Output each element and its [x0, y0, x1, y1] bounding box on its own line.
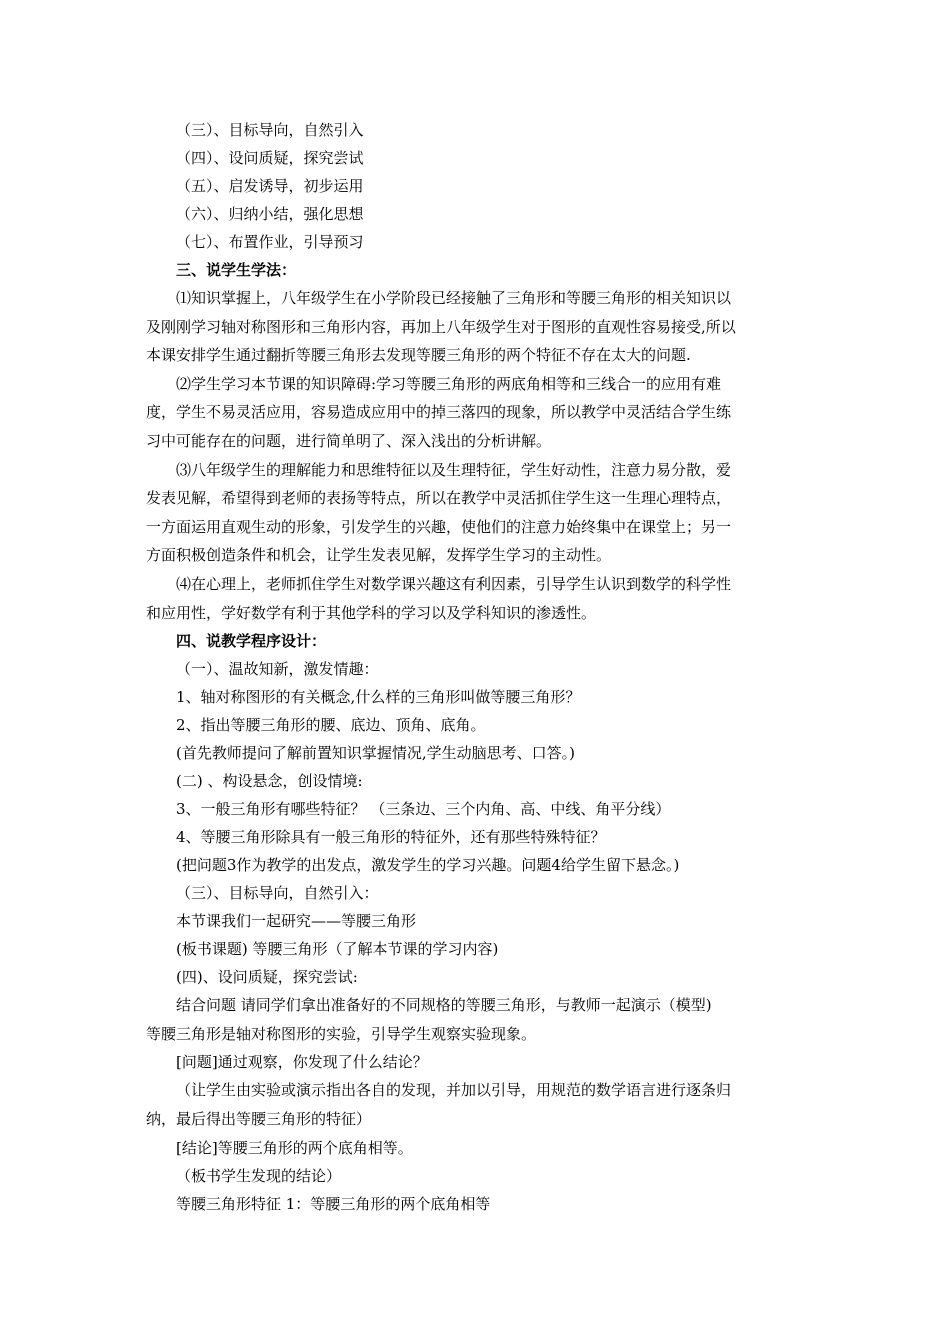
paragraph-line: ⑶八年级学生的理解能力和思维特征以及生理特征，学生好动性，注意力易分散，爱	[176, 460, 732, 479]
paragraph-line: 方面积极创造条件和机会，让学生发表见解，发挥学生学习的主动性。	[146, 546, 612, 565]
paragraph-line: 度，学生不易灵活应用，容易造成应用中的掉三落四的现象，所以教学中灵活结合学生练	[146, 403, 732, 422]
procedure-line: 本节课我们一起研究——等腰三角形	[176, 912, 417, 931]
procedure-line: 2、指出等腰三角形的腰、底边、顶角、底角。	[176, 716, 486, 735]
outline-item: （三）、目标导向，自然引入	[176, 121, 364, 139]
paragraph-line: 习中可能存在的问题，进行简单明了、深入浅出的分析讲解。	[146, 431, 552, 450]
outline-item: （四）、设问质疑，探究尝试	[176, 149, 364, 167]
paragraph-obstacles	[146, 370, 810, 456]
procedure-line: 3、一般三角形有哪些特征？ （三条边、三个内角、高、中线、角平分线）	[176, 800, 671, 819]
paragraph-line: ⑵学生学习本节课的知识障碍:学习等腰三角形的两底角相等和三线合一的应用有难	[176, 374, 722, 393]
section-heading-student-methods: 三、说学生学法：	[176, 261, 297, 279]
document-page	[146, 116, 810, 1218]
section-heading-teaching-procedure: 四、说教学程序设计：	[176, 632, 327, 651]
paragraph-line: 结合问题 请同学们拿出准备好的不同规格的等腰三角形，与教师一起演示（模型)	[176, 996, 712, 1015]
feature-line: 等腰三角形特征 1：等腰三角形的两个底角相等	[176, 1194, 491, 1213]
procedure-line: （一）、温故知新，激发情趣：	[176, 660, 379, 679]
procedure-line: (四)、设问质疑，探究尝试:	[176, 968, 358, 987]
paragraph-experiment	[146, 991, 810, 1048]
procedure-line: (把问题3作为教学的出发点，激发学生的学习兴趣。问题4给学生留下悬念。)	[176, 856, 680, 875]
paragraph-line: ⑷在心理上，老师抓住学生对数学课兴趣这有利因素，引导学生认识到数学的科学性	[176, 574, 732, 593]
outline-list	[146, 116, 810, 256]
procedure-line: 4、等腰三角形除具有一般三角形的特征外，还有那些特殊特征？	[176, 828, 606, 847]
paragraph-line: 本课安排学生通过翻折等腰三角形去发现等腰三角形的两个特征不存在太大的问题.	[146, 346, 691, 365]
outline-item: （五）、启发诱导，初步运用	[176, 177, 364, 195]
outline-item: （六）、归纳小结，强化思想	[176, 205, 364, 223]
paragraph-line: 等腰三角形是轴对称图形的实验，引导学生观察实验现象。	[146, 1024, 537, 1043]
paragraph-line: （让学生由实验或演示指出各自的发现，并加以引导，用规范的数学语言进行逐条归	[176, 1081, 732, 1100]
procedure-line: (二) 、构设悬念，创设情境:	[176, 772, 363, 791]
procedure-list	[146, 655, 810, 991]
question-line: [问题]通过观察，你发现了什么结论？	[176, 1053, 428, 1072]
paragraph-line: ⑴知识掌握上，八年级学生在小学阶段已经接触了三角形和等腰三角形的相关知识以	[176, 289, 732, 307]
paragraph-line: 纳，最后得出等腰三角形的特征）	[146, 1109, 372, 1128]
paragraph-psychology	[146, 570, 810, 627]
conclusion-line: [结论]等腰三角形的两个底角相等。	[176, 1138, 413, 1157]
paragraph-line: 和应用性，学好数学有利于其他学科的学习以及学科知识的渗透性。	[146, 603, 597, 622]
board-note-line: （板书学生发现的结论）	[176, 1166, 342, 1185]
paragraph-characteristics	[146, 456, 810, 570]
paragraph-line: 及刚刚学习轴对称图形和三角形内容，再加上八年级学生对于图形的直观性容易接受,所以	[146, 317, 736, 336]
paragraph-line: 一方面运用直观生动的形象，引发学生的兴趣，使他们的注意力始终集中在课堂上；另一	[146, 517, 732, 536]
paragraph-knowledge	[146, 284, 810, 370]
paragraph-line: 发表见解，希望得到老师的表扬等特点，所以在教学中灵活抓住学生这一生理心理特点，	[146, 489, 732, 508]
procedure-line: (板书课题) 等腰三角形（了解本节课的学习内容)	[176, 940, 499, 959]
procedure-line: (首先教师提问了解前置知识掌握情况,学生动脑思考、口答。)	[176, 744, 575, 763]
outline-item: （七）、布置作业，引导预习	[176, 233, 364, 251]
procedure-line: 1、轴对称图形的有关概念,什么样的三角形叫做等腰三角形？	[176, 688, 581, 707]
paragraph-guide	[146, 1076, 810, 1133]
procedure-line: （三）、目标导向，自然引入：	[176, 884, 379, 903]
